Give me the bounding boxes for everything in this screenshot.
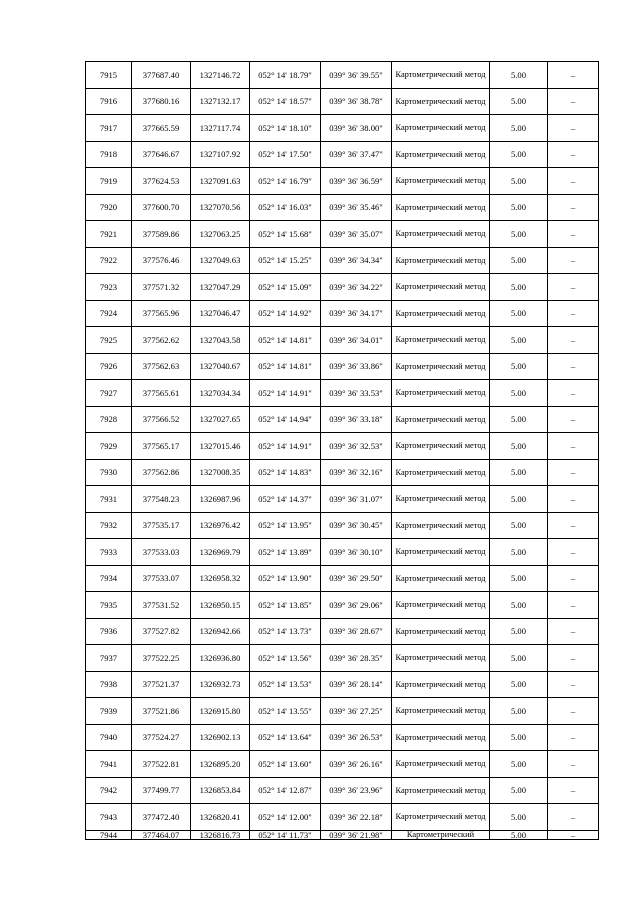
- table-row: [86, 88, 599, 115]
- point-number-cell: 7944: [86, 830, 132, 839]
- x-coordinate-cell: 377571.32: [132, 274, 191, 301]
- y-coordinate-cell: 1327015.46: [191, 433, 250, 460]
- accuracy-cell: 5.00: [490, 804, 548, 831]
- latitude-cell: 052° 14' 15.68": [250, 221, 321, 248]
- x-coordinate-cell: 377535.17: [132, 512, 191, 539]
- accuracy-cell: 5.00: [490, 751, 548, 778]
- note-cell: –: [548, 804, 599, 831]
- accuracy-cell: 5.00: [490, 406, 548, 433]
- table-row: [86, 62, 599, 89]
- table-row: [86, 645, 599, 672]
- point-number-cell: 7920: [86, 194, 132, 221]
- method-cell: Картометрический метод: [392, 486, 490, 513]
- y-coordinate-cell: 1326936.80: [191, 645, 250, 672]
- point-number-cell: 7925: [86, 327, 132, 354]
- note-cell: –: [548, 141, 599, 168]
- note-cell: –: [548, 221, 599, 248]
- accuracy-cell: 5.00: [490, 459, 548, 486]
- accuracy-cell: 5.00: [490, 380, 548, 407]
- note-cell: –: [548, 486, 599, 513]
- latitude-cell: 052° 14' 13.89": [250, 539, 321, 566]
- y-coordinate-cell: 1326932.73: [191, 671, 250, 698]
- latitude-cell: 052° 14' 16.79": [250, 168, 321, 195]
- note-cell: –: [548, 830, 599, 839]
- latitude-cell: 052° 14' 14.81": [250, 353, 321, 380]
- method-cell: Картометрический метод: [392, 724, 490, 751]
- table-row: [86, 698, 599, 725]
- longitude-cell: 039° 36' 29.06": [321, 592, 392, 619]
- x-coordinate-cell: 377522.25: [132, 645, 191, 672]
- x-coordinate-cell: 377600.70: [132, 194, 191, 221]
- y-coordinate-cell: 1326915.80: [191, 698, 250, 725]
- latitude-cell: 052° 14' 17.50": [250, 141, 321, 168]
- method-cell: Картометрический метод: [392, 539, 490, 566]
- table-row: [86, 300, 599, 327]
- accuracy-cell: 5.00: [490, 62, 548, 89]
- point-number-cell: 7936: [86, 618, 132, 645]
- note-cell: –: [548, 698, 599, 725]
- method-cell: Картометрический метод: [392, 777, 490, 804]
- note-cell: –: [548, 433, 599, 460]
- table-row: [86, 327, 599, 354]
- table-row: [86, 592, 599, 619]
- note-cell: –: [548, 671, 599, 698]
- point-number-cell: 7934: [86, 565, 132, 592]
- accuracy-cell: 5.00: [490, 618, 548, 645]
- latitude-cell: 052° 14' 11.73": [250, 830, 321, 839]
- note-cell: –: [548, 327, 599, 354]
- table-row: [86, 141, 599, 168]
- x-coordinate-cell: 377565.17: [132, 433, 191, 460]
- point-number-cell: 7933: [86, 539, 132, 566]
- table-row: [86, 221, 599, 248]
- point-number-cell: 7929: [86, 433, 132, 460]
- accuracy-cell: 5.00: [490, 274, 548, 301]
- longitude-cell: 039° 36' 26.53": [321, 724, 392, 751]
- x-coordinate-cell: 377562.63: [132, 353, 191, 380]
- point-number-cell: 7921: [86, 221, 132, 248]
- longitude-cell: 039° 36' 31.07": [321, 486, 392, 513]
- accuracy-cell: 5.00: [490, 300, 548, 327]
- table-row: [86, 804, 599, 831]
- latitude-cell: 052° 14' 13.73": [250, 618, 321, 645]
- table-row: [86, 618, 599, 645]
- latitude-cell: 052° 14' 13.56": [250, 645, 321, 672]
- note-cell: –: [548, 88, 599, 115]
- table-row: [86, 380, 599, 407]
- note-cell: –: [548, 380, 599, 407]
- x-coordinate-cell: 377524.27: [132, 724, 191, 751]
- point-number-cell: 7918: [86, 141, 132, 168]
- latitude-cell: 052° 14' 14.37": [250, 486, 321, 513]
- x-coordinate-cell: 377548.23: [132, 486, 191, 513]
- latitude-cell: 052° 14' 14.81": [250, 327, 321, 354]
- latitude-cell: 052° 14' 16.03": [250, 194, 321, 221]
- point-number-cell: 7942: [86, 777, 132, 804]
- x-coordinate-cell: 377521.37: [132, 671, 191, 698]
- latitude-cell: 052° 14' 14.91": [250, 380, 321, 407]
- y-coordinate-cell: 1327132.17: [191, 88, 250, 115]
- y-coordinate-cell: 1326958.32: [191, 565, 250, 592]
- longitude-cell: 039° 36' 26.16": [321, 751, 392, 778]
- y-coordinate-cell: 1326942.66: [191, 618, 250, 645]
- method-cell: Картометрический метод: [392, 433, 490, 460]
- point-number-cell: 7931: [86, 486, 132, 513]
- method-cell: Картометрический метод: [392, 221, 490, 248]
- method-cell: Картометрический метод: [392, 751, 490, 778]
- y-coordinate-cell: 1327049.63: [191, 247, 250, 274]
- x-coordinate-cell: 377472.40: [132, 804, 191, 831]
- method-cell: Картометрический метод: [392, 698, 490, 725]
- note-cell: –: [548, 539, 599, 566]
- longitude-cell: 039° 36' 32.53": [321, 433, 392, 460]
- note-cell: –: [548, 406, 599, 433]
- y-coordinate-cell: 1327043.58: [191, 327, 250, 354]
- longitude-cell: 039° 36' 34.22": [321, 274, 392, 301]
- x-coordinate-cell: 377565.61: [132, 380, 191, 407]
- longitude-cell: 039° 36' 39.55": [321, 62, 392, 89]
- y-coordinate-cell: 1327107.92: [191, 141, 250, 168]
- point-number-cell: 7932: [86, 512, 132, 539]
- note-cell: –: [548, 247, 599, 274]
- method-cell: Картометрический метод: [392, 380, 490, 407]
- table-row: [86, 459, 599, 486]
- y-coordinate-cell: 1327091.63: [191, 168, 250, 195]
- method-cell: Картометрический метод: [392, 459, 490, 486]
- accuracy-cell: 5.00: [490, 115, 548, 142]
- y-coordinate-cell: 1326895.20: [191, 751, 250, 778]
- latitude-cell: 052° 14' 18.10": [250, 115, 321, 142]
- accuracy-cell: 5.00: [490, 724, 548, 751]
- method-cell: Картометрический метод: [392, 274, 490, 301]
- y-coordinate-cell: 1327027.65: [191, 406, 250, 433]
- accuracy-cell: 5.00: [490, 671, 548, 698]
- point-number-cell: 7915: [86, 62, 132, 89]
- y-coordinate-cell: 1326969.79: [191, 539, 250, 566]
- longitude-cell: 039° 36' 27.25": [321, 698, 392, 725]
- method-cell: Картометрический метод: [392, 618, 490, 645]
- longitude-cell: 039° 36' 21.98": [321, 830, 392, 839]
- accuracy-cell: 5.00: [490, 645, 548, 672]
- accuracy-cell: 5.00: [490, 539, 548, 566]
- point-number-cell: 7922: [86, 247, 132, 274]
- point-number-cell: 7926: [86, 353, 132, 380]
- method-cell: Картометрический метод: [392, 645, 490, 672]
- y-coordinate-cell: 1327034.34: [191, 380, 250, 407]
- y-coordinate-cell: 1326820.41: [191, 804, 250, 831]
- y-coordinate-cell: 1327063.25: [191, 221, 250, 248]
- point-number-cell: 7924: [86, 300, 132, 327]
- note-cell: –: [548, 459, 599, 486]
- longitude-cell: 039° 36' 30.10": [321, 539, 392, 566]
- x-coordinate-cell: 377521.86: [132, 698, 191, 725]
- method-cell: Картометрический метод: [392, 565, 490, 592]
- point-number-cell: 7927: [86, 380, 132, 407]
- longitude-cell: 039° 36' 34.17": [321, 300, 392, 327]
- latitude-cell: 052° 14' 13.55": [250, 698, 321, 725]
- y-coordinate-cell: 1326853.84: [191, 777, 250, 804]
- longitude-cell: 039° 36' 28.67": [321, 618, 392, 645]
- longitude-cell: 039° 36' 37.47": [321, 141, 392, 168]
- longitude-cell: 039° 36' 22.18": [321, 804, 392, 831]
- y-coordinate-cell: 1326902.13: [191, 724, 250, 751]
- latitude-cell: 052° 14' 13.85": [250, 592, 321, 619]
- note-cell: –: [548, 168, 599, 195]
- method-cell: Картометрический метод: [392, 327, 490, 354]
- x-coordinate-cell: 377533.07: [132, 565, 191, 592]
- x-coordinate-cell: 377646.67: [132, 141, 191, 168]
- latitude-cell: 052° 14' 13.53": [250, 671, 321, 698]
- y-coordinate-cell: 1326816.73: [191, 830, 250, 839]
- method-cell: Картометрический метод: [392, 247, 490, 274]
- point-number-cell: 7941: [86, 751, 132, 778]
- note-cell: –: [548, 592, 599, 619]
- note-cell: –: [548, 194, 599, 221]
- latitude-cell: 052° 14' 18.79": [250, 62, 321, 89]
- table-row: [86, 247, 599, 274]
- method-cell: Картометрический метод: [392, 88, 490, 115]
- latitude-cell: 052° 14' 14.91": [250, 433, 321, 460]
- method-cell: Картометрический метод: [392, 804, 490, 831]
- x-coordinate-cell: 377589.86: [132, 221, 191, 248]
- longitude-cell: 039° 36' 34.34": [321, 247, 392, 274]
- point-number-cell: 7935: [86, 592, 132, 619]
- longitude-cell: 039° 36' 38.78": [321, 88, 392, 115]
- table-row: [86, 724, 599, 751]
- longitude-cell: 039° 36' 34.01": [321, 327, 392, 354]
- latitude-cell: 052° 14' 12.87": [250, 777, 321, 804]
- accuracy-cell: 5.00: [490, 777, 548, 804]
- method-cell: Картометрический метод: [392, 168, 490, 195]
- longitude-cell: 039° 36' 29.50": [321, 565, 392, 592]
- x-coordinate-cell: 377680.16: [132, 88, 191, 115]
- x-coordinate-cell: 377565.96: [132, 300, 191, 327]
- method-cell: Картометрический метод: [392, 194, 490, 221]
- table-row: [86, 830, 599, 839]
- latitude-cell: 052° 14' 14.92": [250, 300, 321, 327]
- y-coordinate-cell: 1327117.74: [191, 115, 250, 142]
- x-coordinate-cell: 377562.62: [132, 327, 191, 354]
- latitude-cell: 052° 14' 18.57": [250, 88, 321, 115]
- longitude-cell: 039° 36' 33.18": [321, 406, 392, 433]
- point-number-cell: 7943: [86, 804, 132, 831]
- method-cell: Картометрический метод: [392, 592, 490, 619]
- note-cell: –: [548, 724, 599, 751]
- table-row: [86, 539, 599, 566]
- accuracy-cell: 5.00: [490, 221, 548, 248]
- note-cell: –: [548, 777, 599, 804]
- x-coordinate-cell: 377665.59: [132, 115, 191, 142]
- method-cell: Картометрический метод: [392, 512, 490, 539]
- x-coordinate-cell: 377522.81: [132, 751, 191, 778]
- table-row: [86, 777, 599, 804]
- x-coordinate-cell: 377533.03: [132, 539, 191, 566]
- x-coordinate-cell: 377464.07: [132, 830, 191, 839]
- accuracy-cell: 5.00: [490, 194, 548, 221]
- latitude-cell: 052° 14' 13.95": [250, 512, 321, 539]
- method-cell: Картометрический метод: [392, 353, 490, 380]
- x-coordinate-cell: 377576.46: [132, 247, 191, 274]
- table-row: [86, 433, 599, 460]
- longitude-cell: 039° 36' 28.35": [321, 645, 392, 672]
- latitude-cell: 052° 14' 15.25": [250, 247, 321, 274]
- point-number-cell: 7939: [86, 698, 132, 725]
- note-cell: –: [548, 565, 599, 592]
- x-coordinate-cell: 377527.82: [132, 618, 191, 645]
- point-number-cell: 7916: [86, 88, 132, 115]
- note-cell: –: [548, 751, 599, 778]
- accuracy-cell: 5.00: [490, 486, 548, 513]
- coordinates-table: [85, 61, 599, 840]
- table-row: [86, 751, 599, 778]
- point-number-cell: 7937: [86, 645, 132, 672]
- y-coordinate-cell: 1327146.72: [191, 62, 250, 89]
- longitude-cell: 039° 36' 35.46": [321, 194, 392, 221]
- method-cell: Картометрический метод: [392, 62, 490, 89]
- note-cell: –: [548, 62, 599, 89]
- y-coordinate-cell: 1327008.35: [191, 459, 250, 486]
- method-cell: Картометрический метод: [392, 406, 490, 433]
- longitude-cell: 039° 36' 28.14": [321, 671, 392, 698]
- x-coordinate-cell: 377499.77: [132, 777, 191, 804]
- note-cell: –: [548, 512, 599, 539]
- accuracy-cell: 5.00: [490, 512, 548, 539]
- point-number-cell: 7938: [86, 671, 132, 698]
- latitude-cell: 052° 14' 13.60": [250, 751, 321, 778]
- longitude-cell: 039° 36' 35.07": [321, 221, 392, 248]
- method-cell: Картометрический метод: [392, 671, 490, 698]
- y-coordinate-cell: 1327046.47: [191, 300, 250, 327]
- y-coordinate-cell: 1326950.15: [191, 592, 250, 619]
- point-number-cell: 7917: [86, 115, 132, 142]
- longitude-cell: 039° 36' 33.53": [321, 380, 392, 407]
- table-row: [86, 115, 599, 142]
- latitude-cell: 052° 14' 13.64": [250, 724, 321, 751]
- note-cell: –: [548, 274, 599, 301]
- table-row: [86, 671, 599, 698]
- accuracy-cell: 5.00: [490, 247, 548, 274]
- table-body: [86, 62, 599, 840]
- note-cell: –: [548, 618, 599, 645]
- note-cell: –: [548, 645, 599, 672]
- table-row: [86, 486, 599, 513]
- y-coordinate-cell: 1327040.67: [191, 353, 250, 380]
- accuracy-cell: 5.00: [490, 592, 548, 619]
- method-cell: Картометрический метод: [392, 141, 490, 168]
- longitude-cell: 039° 36' 32.16": [321, 459, 392, 486]
- x-coordinate-cell: 377566.52: [132, 406, 191, 433]
- point-number-cell: 7940: [86, 724, 132, 751]
- y-coordinate-cell: 1327047.29: [191, 274, 250, 301]
- latitude-cell: 052° 14' 14.94": [250, 406, 321, 433]
- table-row: [86, 406, 599, 433]
- accuracy-cell: 5.00: [490, 168, 548, 195]
- point-number-cell: 7919: [86, 168, 132, 195]
- method-cell: Картометрический метод: [392, 300, 490, 327]
- x-coordinate-cell: 377687.40: [132, 62, 191, 89]
- accuracy-cell: 5.00: [490, 353, 548, 380]
- longitude-cell: 039° 36' 23.96": [321, 777, 392, 804]
- accuracy-cell: 5.00: [490, 433, 548, 460]
- x-coordinate-cell: 377562.86: [132, 459, 191, 486]
- accuracy-cell: 5.00: [490, 830, 548, 839]
- longitude-cell: 039° 36' 38.00": [321, 115, 392, 142]
- accuracy-cell: 5.00: [490, 698, 548, 725]
- accuracy-cell: 5.00: [490, 327, 548, 354]
- x-coordinate-cell: 377531.52: [132, 592, 191, 619]
- table-row: [86, 168, 599, 195]
- accuracy-cell: 5.00: [490, 141, 548, 168]
- latitude-cell: 052° 14' 12.00": [250, 804, 321, 831]
- y-coordinate-cell: 1326987.96: [191, 486, 250, 513]
- latitude-cell: 052° 14' 13.90": [250, 565, 321, 592]
- latitude-cell: 052° 14' 14.83": [250, 459, 321, 486]
- table-row: [86, 353, 599, 380]
- table-row: [86, 194, 599, 221]
- x-coordinate-cell: 377624.53: [132, 168, 191, 195]
- method-cell: Картометрический: [392, 830, 490, 839]
- longitude-cell: 039° 36' 30.45": [321, 512, 392, 539]
- accuracy-cell: 5.00: [490, 88, 548, 115]
- table-row: [86, 512, 599, 539]
- point-number-cell: 7923: [86, 274, 132, 301]
- point-number-cell: 7928: [86, 406, 132, 433]
- accuracy-cell: 5.00: [490, 565, 548, 592]
- method-cell: Картометрический метод: [392, 115, 490, 142]
- note-cell: –: [548, 115, 599, 142]
- longitude-cell: 039° 36' 33.86": [321, 353, 392, 380]
- note-cell: –: [548, 300, 599, 327]
- y-coordinate-cell: 1326976.42: [191, 512, 250, 539]
- longitude-cell: 039° 36' 36.59": [321, 168, 392, 195]
- y-coordinate-cell: 1327070.56: [191, 194, 250, 221]
- note-cell: –: [548, 353, 599, 380]
- latitude-cell: 052° 14' 15.09": [250, 274, 321, 301]
- point-number-cell: 7930: [86, 459, 132, 486]
- table-row: [86, 274, 599, 301]
- table-row: [86, 565, 599, 592]
